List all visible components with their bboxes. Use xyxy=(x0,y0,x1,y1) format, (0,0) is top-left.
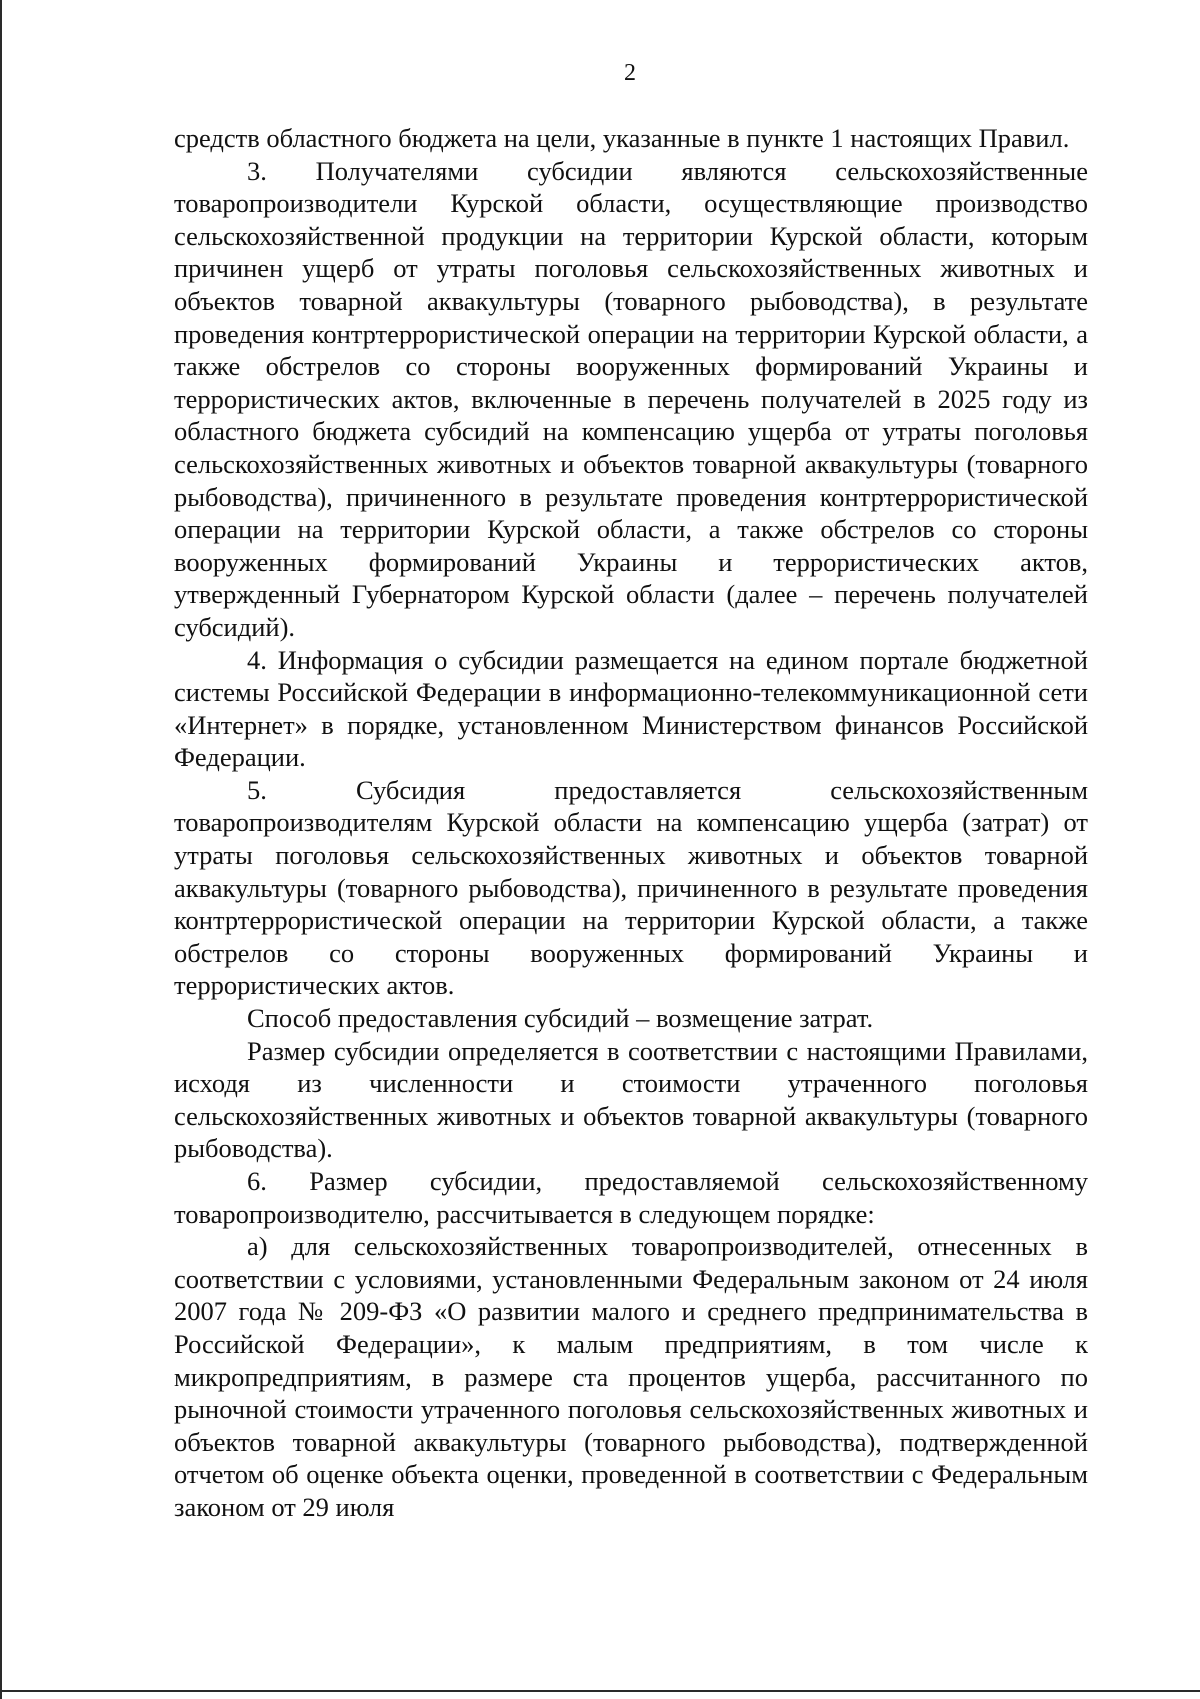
paragraph-method: Способ предоставления субсидий – возмещение затрат. xyxy=(247,1003,874,1034)
paragraph-item-6-calculation: 6. Размер субсидии, предоставляемой сельскохозяйственному товаропроизводителю, рассчитывается в следующем порядке: xyxy=(174,1166,1088,1229)
paragraph-item-4-information: 4. Информация о субсидии размещается на едином портале бюджетной системы Российской Федерации в информационно-телекоммуникационной сети «Интернет» в порядке, установленном Министерством финансов Российской Федерации. xyxy=(174,644,1088,773)
paragraph-amount: Размер субсидии определяется в соответствии с настоящими Правилами, исходя из численности и стоимости утраченного поголовья сельскохозяйственных животных и объектов товарной аквакультуры (товарного рыбоводства). xyxy=(174,1035,1088,1164)
paragraph-subitem-a: а) для сельскохозяйственных товаропроизводителей, отнесенных в соответствии с условиями, установленными Федеральным законом от 24 июля 2007 года № 209-ФЗ «О развитии малого и среднего предпринимательства в Российской Федерации», к малым предприятиям, в том числе к микропредприятиям, в размере ста процентов ущерба, рассчитанного по рыночной стоимости утраченного поголовья сельскохозяйственных животных и объектов товарной аквакультуры (товарного рыбоводства), подтвержденной отчетом об оценке объекта оценки, проведенной в соответствии с Федеральным законом от 29 июля xyxy=(174,1231,1088,1522)
paragraph-item-3-recipients: 3. Получателями субсидии являются сельскохозяйственные товаропроизводители Курской области, осуществляющие производство сельскохозяйственной продукции на территории Курской области, которым причинен ущерб от утраты поголовья сельскохозяйственных животных и объектов товарной аквакультуры (товарного рыбоводства), в результате проведения контртеррористической операции на территории Курской области, а также обстрелов со стороны вооруженных формирований Украины и террористических актов, включенные в перечень получателей в 2025 году из областного бюджета субсидий на компенсацию ущерба от утраты поголовья сельскохозяйственных животных и объектов товарной аквакультуры (товарного рыбоводства), причиненного в результате проведения контртеррористической операции на территории Курской области, а также обстрелов со стороны вооруженных формирований Украины и террористических актов, утвержденный Губернатором Курской области (далее – перечень получателей субсидий). xyxy=(174,155,1088,642)
page-number: 2 xyxy=(624,60,636,86)
document-body xyxy=(174,122,1088,1524)
paragraph-continuation: средств областного бюджета на цели, указанные в пункте 1 настоящих Правил. xyxy=(174,123,1070,153)
scan-edge-left xyxy=(0,0,2,1699)
paragraph-item-5-subsidy: 5. Субсидия предоставляется сельскохозяйственным товаропроизводителям Курской области на компенсацию ущерба (затрат) от утраты поголовья сельскохозяйственных животных и объектов товарной аквакультуры (товарного рыбоводства), причиненного в результате проведения контртеррористической операции на территории Курской области, а также обстрелов со стороны вооруженных формирований Украины и террористических актов. xyxy=(174,774,1088,1001)
scan-edge-bottom xyxy=(0,1690,1200,1692)
